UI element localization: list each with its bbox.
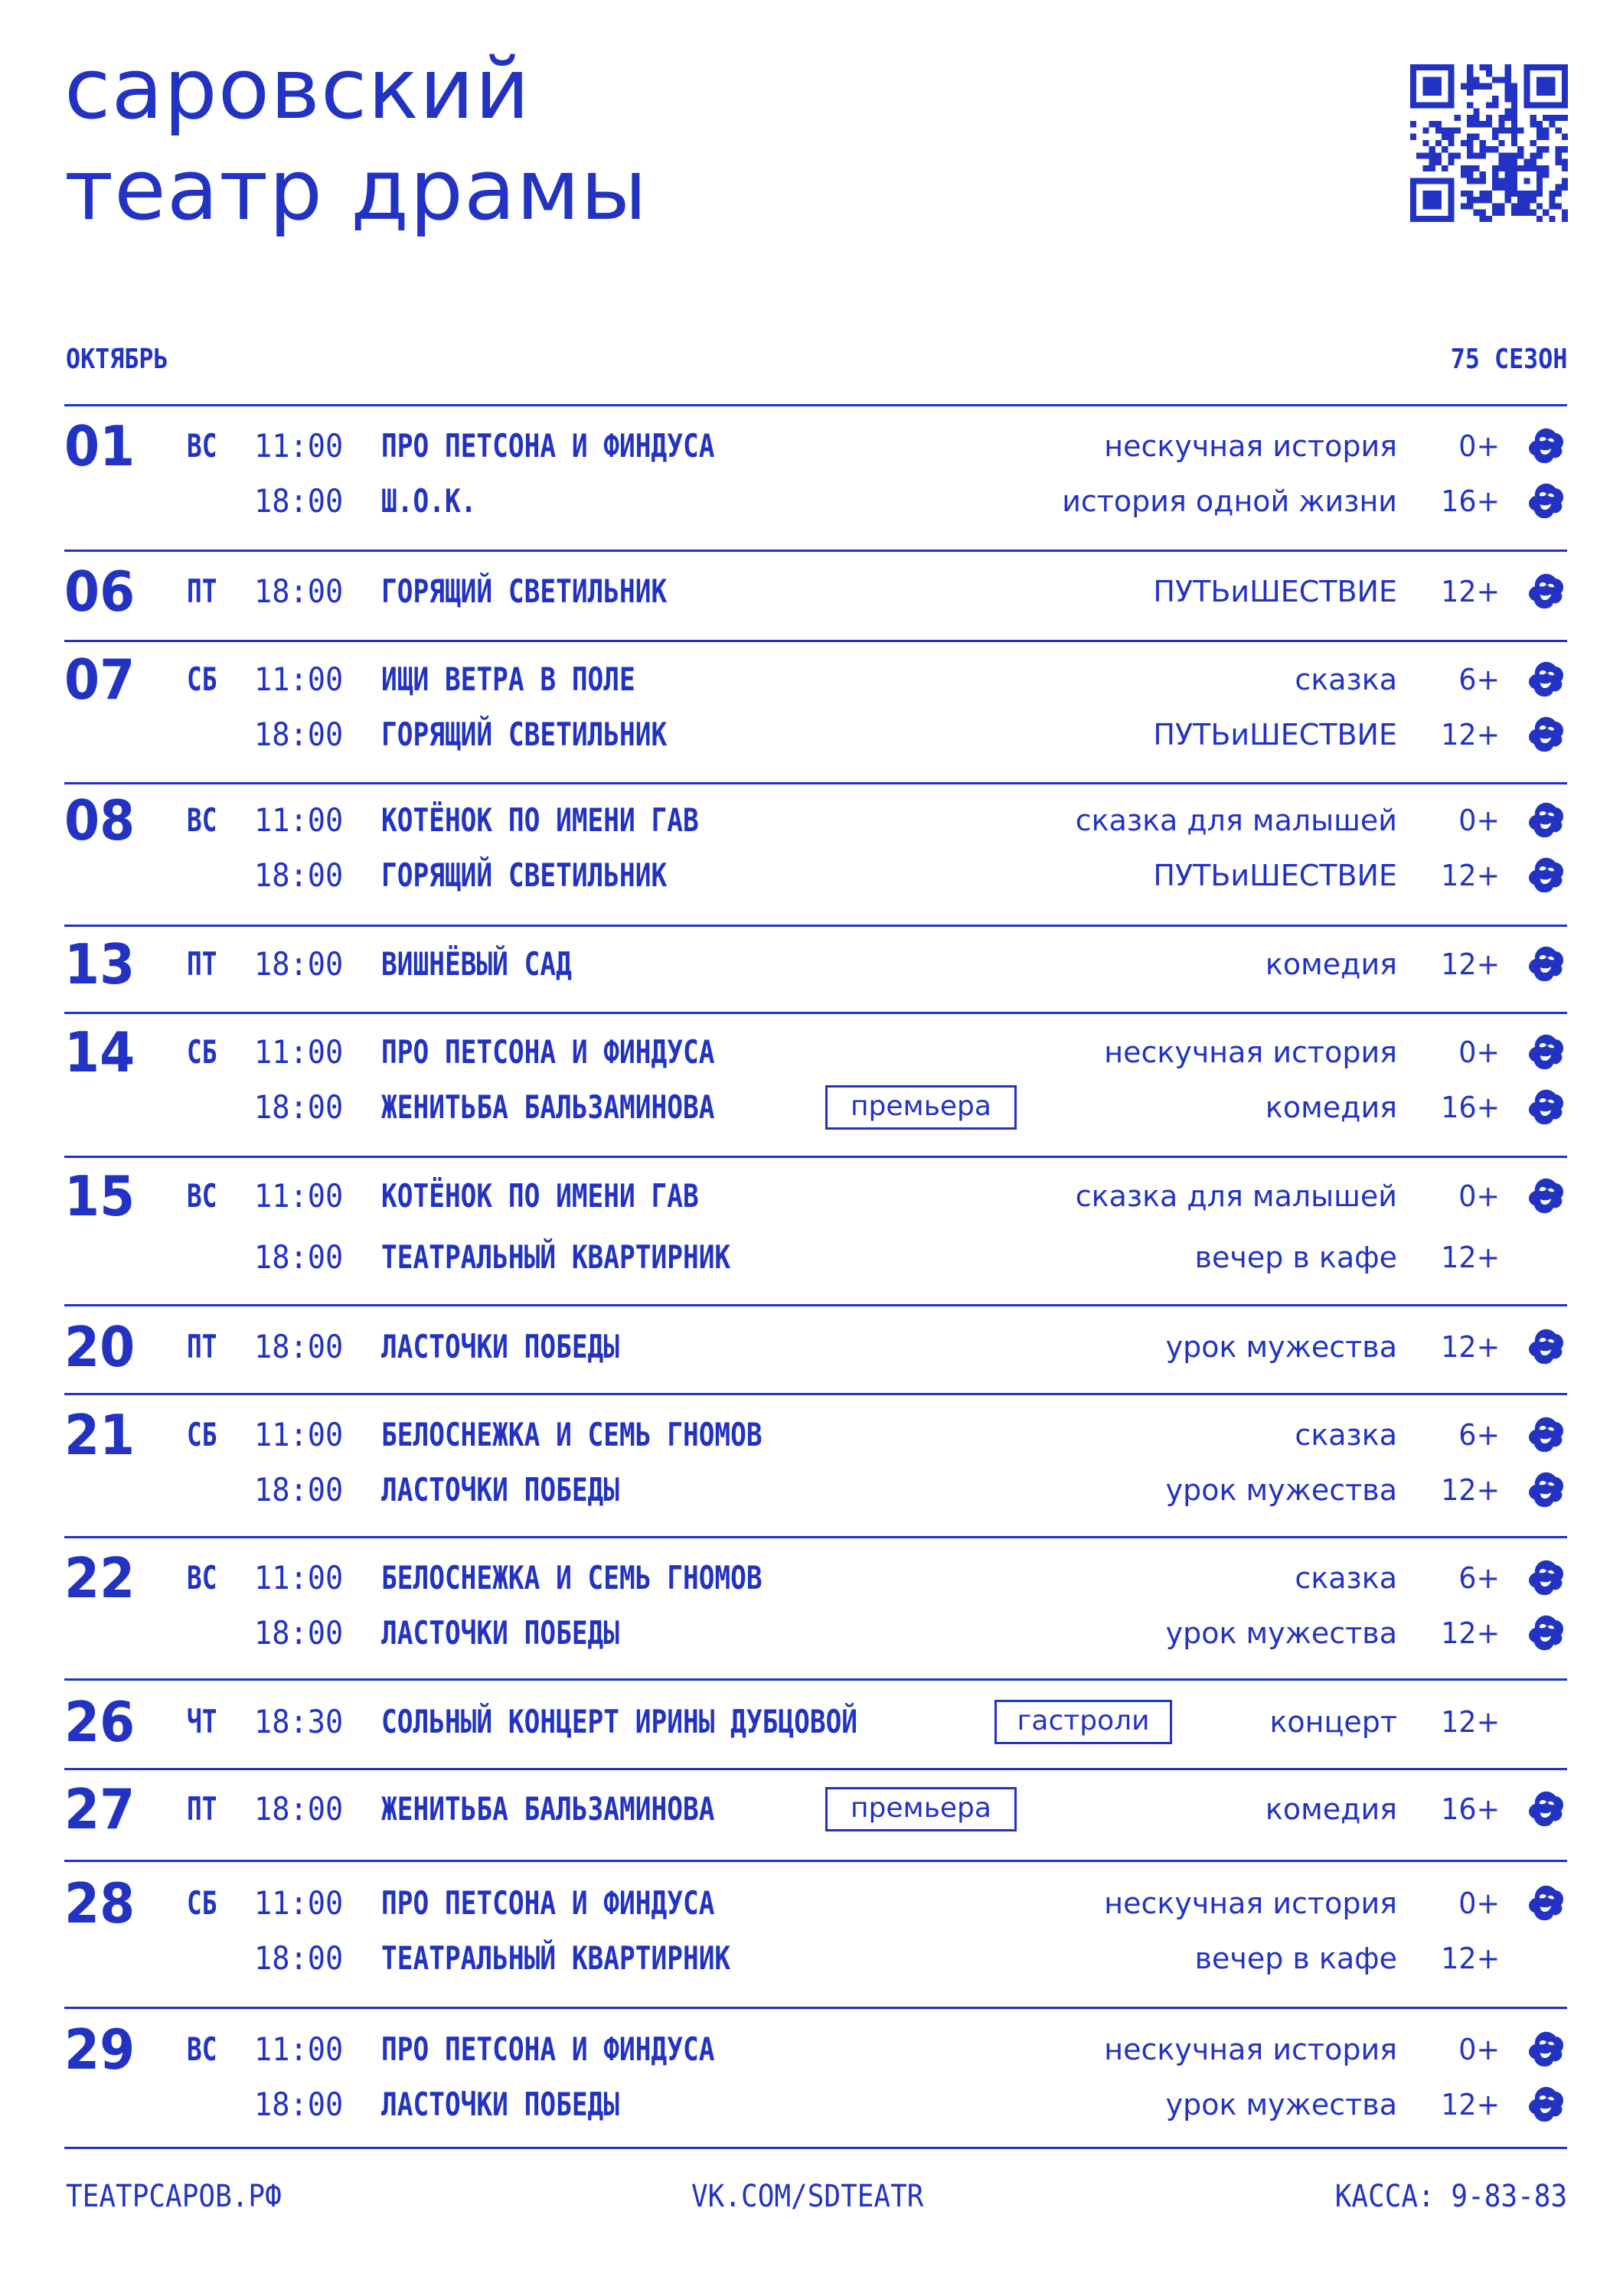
row-divider — [64, 1768, 1567, 1770]
vk-link[interactable]: VK.COM/SDTEATR — [691, 2179, 924, 2214]
age-rating: 12+ — [1441, 1705, 1500, 1739]
title-line-1: саровский — [64, 40, 531, 138]
event-genre: ПУТЬиШЕСТВИЕ — [1153, 718, 1397, 752]
day-number: 07 — [64, 647, 136, 712]
age-rating: 16+ — [1441, 1792, 1500, 1826]
event-genre: сказка для малышей — [1075, 804, 1397, 837]
premiere-badge: премьера — [825, 1085, 1017, 1130]
theatre-mask-icon[interactable] — [1527, 1088, 1566, 1127]
theatre-mask-icon[interactable] — [1527, 945, 1566, 983]
age-rating: 6+ — [1458, 1561, 1500, 1595]
event-genre: ПУТЬиШЕСТВИЕ — [1153, 575, 1397, 608]
row-divider — [64, 640, 1567, 642]
theatre-mask-icon[interactable] — [1527, 716, 1566, 754]
theatre-mask-icon[interactable] — [1527, 801, 1566, 840]
event-title[interactable]: КОТЁНОК ПО ИМЕНИ ГАВ — [381, 801, 699, 839]
event-title[interactable]: ИЩИ ВЕТРА В ПОЛЕ — [381, 660, 635, 698]
day-number: 01 — [64, 414, 136, 478]
theatre-mask-icon[interactable] — [1527, 1790, 1566, 1828]
event-genre: история одной жизни — [1062, 484, 1397, 518]
age-rating: 12+ — [1441, 575, 1500, 608]
theatre-mask-icon[interactable] — [1527, 1416, 1566, 1454]
theatre-mask-icon[interactable] — [1527, 572, 1566, 611]
row-divider — [64, 1156, 1567, 1158]
row-divider — [64, 782, 1567, 784]
event-genre: нескучная история — [1104, 2033, 1397, 2066]
age-rating: 0+ — [1458, 804, 1500, 837]
age-rating: 0+ — [1458, 1887, 1500, 1920]
event-time: 18:00 — [254, 716, 344, 753]
event-genre: ПУТЬиШЕСТВИЕ — [1153, 859, 1397, 892]
row-divider — [64, 925, 1567, 927]
age-rating: 12+ — [1441, 1942, 1500, 1975]
event-genre: комедия — [1265, 1792, 1397, 1826]
weekday-label: ВС — [187, 427, 217, 465]
weekday-label: ЧТ — [187, 1703, 217, 1740]
theatre-mask-icon[interactable] — [1527, 1614, 1566, 1652]
weekday-label: ВС — [187, 801, 217, 839]
day-number: 21 — [64, 1403, 136, 1467]
row-divider — [64, 1678, 1567, 1681]
age-rating: 6+ — [1458, 1418, 1500, 1452]
event-genre: сказка — [1295, 663, 1397, 696]
event-genre: урок мужества — [1165, 2088, 1397, 2122]
theatre-mask-icon[interactable] — [1527, 482, 1566, 520]
age-rating: 12+ — [1441, 859, 1500, 892]
event-time: 18:00 — [254, 1939, 344, 1977]
event-time: 18:00 — [254, 1328, 344, 1365]
day-number: 14 — [64, 1020, 136, 1084]
weekday-label: ПТ — [187, 572, 217, 610]
event-title[interactable]: ЖЕНИТЬБА БАЛЬЗАМИНОВА — [381, 1088, 715, 1126]
day-number: 27 — [64, 1777, 136, 1841]
event-title[interactable]: ЛАСТОЧКИ ПОБЕДЫ — [381, 1614, 620, 1652]
event-time: 18:00 — [254, 1471, 344, 1508]
event-title[interactable]: БЕЛОСНЕЖКА И СЕМЬ ГНОМОВ — [381, 1559, 763, 1596]
event-time: 18:00 — [254, 482, 344, 520]
event-genre: нескучная история — [1104, 1035, 1397, 1069]
event-genre: сказка — [1295, 1418, 1397, 1452]
age-rating: 16+ — [1441, 1091, 1500, 1124]
theatre-mask-icon[interactable] — [1527, 1884, 1566, 1923]
day-number: 29 — [64, 2017, 136, 2082]
event-time: 11:00 — [254, 660, 344, 698]
event-genre: нескучная история — [1104, 1887, 1397, 1920]
event-time: 11:00 — [254, 1884, 344, 1922]
premiere-badge: премьера — [825, 1787, 1017, 1831]
weekday-label: СБ — [187, 660, 217, 698]
event-genre: вечер в кафе — [1194, 1241, 1397, 1274]
event-time: 11:00 — [254, 801, 344, 839]
event-title[interactable]: ВИШНЁВЫЙ САД — [381, 945, 572, 983]
event-title[interactable]: ЛАСТОЧКИ ПОБЕДЫ — [381, 1471, 620, 1508]
weekday-label: СБ — [187, 1884, 217, 1922]
weekday-label: ПТ — [187, 1328, 217, 1365]
age-rating: 12+ — [1441, 1616, 1500, 1650]
theatre-mask-icon[interactable] — [1527, 1328, 1566, 1366]
day-number: 08 — [64, 788, 136, 853]
event-title[interactable]: КОТЁНОК ПО ИМЕНИ ГАВ — [381, 1177, 699, 1215]
event-time: 18:00 — [254, 1790, 344, 1828]
event-title[interactable]: ЛАСТОЧКИ ПОБЕДЫ — [381, 1328, 620, 1365]
event-genre: урок мужества — [1165, 1616, 1397, 1650]
theatre-mask-icon[interactable] — [1527, 427, 1566, 465]
weekday-label: ПТ — [187, 1790, 217, 1828]
event-title[interactable]: ГОРЯЩИЙ СВЕТИЛЬНИК — [381, 856, 668, 894]
day-number: 22 — [64, 1546, 136, 1610]
age-rating: 12+ — [1441, 1241, 1500, 1274]
event-time: 11:00 — [254, 1416, 344, 1453]
event-time: 18:30 — [254, 1703, 344, 1740]
event-genre: концерт — [1269, 1705, 1397, 1739]
event-title[interactable]: ПРО ПЕТСОНА И ФИНДУСА — [381, 427, 715, 465]
row-divider — [64, 1860, 1567, 1862]
event-title[interactable]: ТЕАТРАЛЬНЫЙ КВАРТИРНИК — [381, 1939, 731, 1977]
age-rating: 0+ — [1458, 1179, 1500, 1213]
row-divider — [64, 404, 1567, 406]
theatre-mask-icon[interactable] — [1527, 856, 1566, 895]
event-title[interactable]: ГОРЯЩИЙ СВЕТИЛЬНИК — [381, 716, 668, 753]
row-divider — [64, 550, 1567, 552]
day-number: 28 — [64, 1871, 136, 1936]
age-rating: 12+ — [1441, 1473, 1500, 1507]
event-genre: урок мужества — [1165, 1330, 1397, 1364]
row-divider — [64, 1304, 1567, 1306]
row-divider — [64, 1393, 1567, 1395]
theatre-mask-icon[interactable] — [1527, 1471, 1566, 1509]
weekday-label: ПТ — [187, 945, 217, 983]
age-rating: 0+ — [1458, 1035, 1500, 1069]
event-time: 18:00 — [254, 945, 344, 983]
event-time: 11:00 — [254, 1033, 344, 1071]
event-title[interactable]: ПРО ПЕТСОНА И ФИНДУСА — [381, 1033, 715, 1071]
day-number: 15 — [64, 1164, 136, 1228]
event-time: 11:00 — [254, 427, 344, 465]
event-title[interactable]: ТЕАТРАЛЬНЫЙ КВАРТИРНИК — [381, 1238, 731, 1276]
qr-code-icon[interactable] — [1410, 64, 1568, 222]
website-link[interactable]: ТЕАТРСАРОВ.РФ — [66, 2179, 282, 2214]
event-title[interactable]: ПРО ПЕТСОНА И ФИНДУСА — [381, 1884, 715, 1922]
event-time: 18:00 — [254, 1088, 344, 1126]
event-title[interactable]: СОЛЬНЫЙ КОНЦЕРТ ИРИНЫ ДУБЦОВОЙ — [381, 1703, 858, 1740]
day-number: 26 — [64, 1690, 136, 1754]
theatre-mask-icon[interactable] — [1527, 660, 1566, 699]
event-title[interactable]: ГОРЯЩИЙ СВЕТИЛЬНИК — [381, 572, 668, 610]
theatre-mask-icon[interactable] — [1527, 1177, 1566, 1215]
row-divider — [64, 1536, 1567, 1538]
row-divider — [64, 1012, 1567, 1014]
weekday-label: ВС — [187, 1559, 217, 1596]
event-time: 18:00 — [254, 2086, 344, 2123]
weekday-label: СБ — [187, 1416, 217, 1453]
age-rating: 16+ — [1441, 484, 1500, 518]
age-rating: 6+ — [1458, 663, 1500, 696]
weekday-label: ВС — [187, 1177, 217, 1215]
row-divider — [64, 2147, 1567, 2149]
event-time: 11:00 — [254, 1559, 344, 1596]
row-divider — [64, 2007, 1567, 2009]
day-number: 06 — [64, 559, 136, 624]
event-time: 11:00 — [254, 2030, 344, 2068]
event-genre: нескучная история — [1104, 429, 1397, 463]
tour-badge: гастроли — [994, 1700, 1172, 1744]
month-label: ОКТЯБРЬ — [66, 344, 168, 375]
age-rating: 12+ — [1441, 1330, 1500, 1364]
event-genre: комедия — [1265, 947, 1397, 981]
box-office-phone: КАССА: 9-83-83 — [1334, 2179, 1567, 2214]
day-number: 13 — [64, 932, 136, 996]
theatre-title — [64, 38, 648, 240]
weekday-label: ВС — [187, 2030, 217, 2068]
event-genre: сказка для малышей — [1075, 1179, 1397, 1213]
event-time: 11:00 — [254, 1177, 344, 1215]
theatre-mask-icon[interactable] — [1527, 1033, 1566, 1071]
event-title[interactable]: Ш.О.К. — [381, 482, 477, 520]
day-number: 20 — [64, 1315, 136, 1379]
event-title[interactable]: ПРО ПЕТСОНА И ФИНДУСА — [381, 2030, 715, 2068]
event-genre: сказка — [1295, 1561, 1397, 1595]
season-label: 75 СЕЗОН — [1450, 344, 1567, 375]
event-time: 18:00 — [254, 1614, 344, 1652]
age-rating: 12+ — [1441, 2088, 1500, 2122]
weekday-label: СБ — [187, 1033, 217, 1071]
age-rating: 0+ — [1458, 429, 1500, 463]
event-genre: урок мужества — [1165, 1473, 1397, 1507]
event-genre: комедия — [1265, 1091, 1397, 1124]
event-title[interactable]: БЕЛОСНЕЖКА И СЕМЬ ГНОМОВ — [381, 1416, 763, 1453]
age-rating: 12+ — [1441, 947, 1500, 981]
title-line-2: театр драмы — [64, 141, 648, 239]
event-genre: вечер в кафе — [1194, 1942, 1397, 1975]
event-title[interactable]: ЖЕНИТЬБА БАЛЬЗАМИНОВА — [381, 1790, 715, 1828]
event-time: 18:00 — [254, 572, 344, 610]
theatre-mask-icon[interactable] — [1527, 2086, 1566, 2124]
age-rating: 0+ — [1458, 2033, 1500, 2066]
event-time: 18:00 — [254, 1238, 344, 1276]
event-time: 18:00 — [254, 856, 344, 894]
age-rating: 12+ — [1441, 718, 1500, 752]
event-title[interactable]: ЛАСТОЧКИ ПОБЕДЫ — [381, 2086, 620, 2123]
theatre-mask-icon[interactable] — [1527, 1559, 1566, 1597]
theatre-mask-icon[interactable] — [1527, 2030, 1566, 2069]
